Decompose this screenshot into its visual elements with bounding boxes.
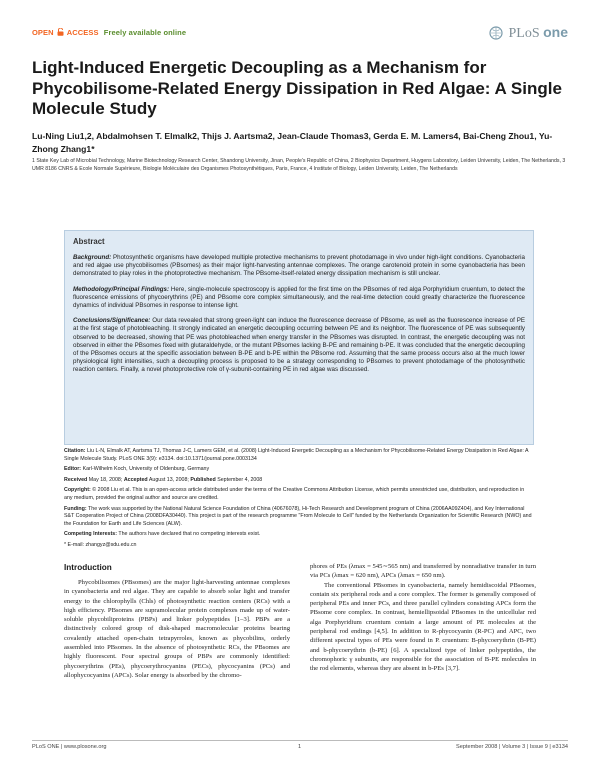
- funding-text: The work was supported by the National Natural Science Foundation of China (40676078), Hi-Tech Research and Development program of China (2006AA09Z404), and Key International S&T Cooperation Project of China (2008DFA30440). This project is part of the research programme "From Molecule to Cell" funded by the Netherlands Organization for Scientific Research (NWO) and the Foundation for Earth and Life Sciences (ALW).: [64, 505, 532, 527]
- freely-available-label: Freely available online: [103, 28, 187, 37]
- copyright-text: © 2008 Liu et al. This is an open-access article distributed under the terms of the Creative Commons Attribution License, which permits unrestricted use, distribution, and reproduction in any medium, provided the original author and source are credited.: [64, 487, 525, 501]
- page-footer: [32, 740, 568, 752]
- received-date: May 18, 2008;: [88, 476, 123, 483]
- abstract-box: [64, 230, 534, 445]
- editor: [64, 466, 534, 474]
- open-access-badge: [32, 28, 186, 37]
- open-access-prefix: OPEN: [32, 28, 54, 37]
- abstract-conclusions: [73, 317, 525, 374]
- article-metadata: [64, 448, 534, 553]
- footer-issue: September 2008 | Volume 3 | Issue 9 | e3134: [456, 744, 568, 750]
- page-header: [32, 24, 568, 48]
- funding-label: Funding:: [64, 505, 87, 512]
- affiliations: 1 State Key Lab of Microbial Technology, Marine Biotechnology Research Center, Shandong University, Jinan, People's Republic of China, 2 Biophysics Department, Huygens Laboratory, Leiden University, Leiden, The Netherlands, 3 UMR 8186 CNRS & Ecole Normale Supérieure, Biologie Moléculaire des Organismes Photosynthétiques, Paris, France, 4 Institute of Biology, Leiden University, Leiden, The Netherlands: [32, 158, 566, 172]
- abstract-heading: Abstract: [73, 237, 105, 246]
- abstract-background: [73, 254, 525, 279]
- intro-continuation: phores of PEs (λmax = 545∼565 nm) and transferred by nonradiative transfer in turn via PCs (λmax = 620 nm), APCs (λmax = 650 nm).: [310, 563, 536, 580]
- accepted-date: August 13, 2008;: [148, 476, 189, 483]
- footer-journal: PLoS ONE | www.plosone.org: [32, 744, 107, 750]
- logo-plos: PLoS: [508, 26, 540, 41]
- logo-one: one: [543, 24, 568, 40]
- citation-label: Citation:: [64, 448, 86, 454]
- footer-page-number: 1: [298, 744, 302, 750]
- intro-paragraph-2: The conventional PBsomes in cyanobacteria, namely hemidiscoidal PBsomes, contain six peripheral rods and a core complex. The former is generally composed of peripheral PEs and inner PCs, and three parallel cylinders consisting APCs form the PBsome core complex. In contrast, hemiellipsoidal PBsomes in the unicellular red alga Porphyridium cruentum contain a large amount of PE molecules at the peripheral rod endings [4,5]. In addition to R-phycocyanin (R-PC) and APC, two different spectral types of PEs were found in P. cruentum: B-phycoerythrin (B-PE) and b-phycoerythrin (b-PE) [6]. A specialized type of linker polypeptides, the chromophoric γ subunits, are responsible for the association of B-PE molecules in the rod elements, whereas they are absent in b-PEs [3,7].: [310, 581, 536, 673]
- article-title: Light-Induced Energetic Decoupling as a Mechanism for Phycobilisome-Related Energy Dissipation in Red Algae: A Single Molecule Study: [32, 58, 562, 118]
- plos-one-logo: [489, 24, 568, 42]
- published-date: September 4, 2008: [217, 476, 263, 483]
- abstract-methods: [73, 286, 525, 311]
- conclusions-label: Conclusions/Significance:: [73, 317, 151, 325]
- competing-interests: [64, 531, 534, 539]
- plos-globe-icon: [489, 26, 503, 40]
- funding: [64, 506, 534, 529]
- competing-label: Competing Interests:: [64, 531, 117, 538]
- copyright: [64, 487, 534, 502]
- dates: [64, 477, 534, 485]
- background-label: Background:: [73, 254, 112, 261]
- intro-column-right: [310, 562, 536, 674]
- methods-text: Here, single-molecule spectroscopy is applied for the first time on the PBsomes of red alga Porphyridium cruentum, to detect the fluorescence emissions of phycoerythrins (PE) and PBsome core complex simultaneously, and the real-time detection could greatly characterize the fluorescence dynamics of individual PBsomes in response to intense light.: [73, 285, 525, 310]
- accepted-label: Accepted: [123, 476, 148, 483]
- author-list: Lu-Ning Liu1,2, Abdalmohsen T. Elmalk2, Thijs J. Aartsma2, Jean-Claude Thomas3, Gerda E. M. Lamers4, Bai-Cheng Zhou1, Yu-Zhong Zhang1*: [32, 131, 553, 154]
- methods-label: Methodology/Principal Findings:: [73, 285, 170, 293]
- background-text: Photosynthetic organisms have developed multiple protective mechanisms to prevent photodamage in vivo under high-light conditions. Cyanobacteria and red algae use phycobilisomes (PBsomes) as their major light-harvesting antennae complexes. The orange carotenoid protein in some cyanobacteria has been demonstrated to play roles in the photoprotective mechanism. The PBsome-itself-related energy dissipation mechanism is still unclear.: [73, 254, 525, 278]
- open-access-suffix: ACCESS: [66, 28, 99, 37]
- editor-label: Editor:: [64, 466, 82, 473]
- intro-column-left: [64, 578, 290, 680]
- introduction-heading: Introduction: [64, 563, 112, 572]
- competing-text: The authors have declared that no competing interests exist.: [118, 531, 261, 538]
- published-label: Published: [190, 476, 216, 483]
- copyright-label: Copyright:: [64, 487, 91, 494]
- received-label: Received: [64, 476, 88, 483]
- open-lock-icon: [57, 28, 64, 36]
- editor-text: Karl-Wilhelm Koch, University of Oldenburg, Germany: [82, 466, 210, 473]
- citation: [64, 448, 534, 463]
- conclusions-text: Our data revealed that strong green-light can induce the fluorescence decrease of PBsome, as well as the fluorescence increase of PE at the first stage of photobleaching. It strongly indicated an energetic decoupling occurring between PE and its neighbor. The fluorescence of PE was subsequently observed to be decreased, showing that PE was photobleached when energy transfer in the PBsomes was disrupted. In contrast, the energetic decoupling was not observed in either the PBsomes fixed with glutaraldehyde, or the mutant PBsomes lacking B-PE and remaining b-PE. It was concluded that the energetic decoupling of the PBsomes occurs at the specific association between B-PE and b-PE within the PBsome rod. Assuming that the same process occurs also at the much lower physiological light intensities, such a decoupling process is proposed to be a strategy corresponding to PBsomes to prevent photodamage of the photosynthetic reaction centers. Finally, a novel photoprotective role of γ-subunit-containing PE in red algae was discussed.: [73, 317, 525, 374]
- intro-paragraph: Phycobilisomes (PBsomes) are the major light-harvesting antennae complexes in cyanobacteria and red algae. They are capable to absorb solar light and transfer energy to the chlorophylls (Chls) of photosynthetic reaction centers (RCs) with a high efficiency. PBsomes are supramolecular protein complexes made up of water-soluble phycobiliproteins (PBPs) and linker polypeptides [1–3]. PBPs are a distinctively colored group of disk-shaped macromolecular proteins bearing covalently attached open-chain tetrapyrroles, known as phycobilins, orderly assembled into PBsomes. In the absence of photosynthetic RCs, the PBsomes are highly fluorescent. Four spectral groups of PBPs are commonly identified: phycoerythrins (PEs), phycoerythrocyanins (PECs), phycocyanins (PCs) and allophycocyanins (APCs). Solar energy is absorbed by the chromo-: [64, 579, 290, 679]
- citation-text: Liu L-N, Elmalk AT, Aartsma TJ, Thomas J-C, Lamers GEM, et al. (2008) Light-Induced Energetic Decoupling as a Mechanism for Phycobilisome-Related Energy Dissipation in Red Algae: A Single Molecule Study. PLoS ONE 3(9): e3134. doi:10.1371/journal.pone.0003134: [64, 448, 529, 462]
- corresponding-email[interactable]: * E-mail: zhangyz@sdu.edu.cn: [64, 541, 137, 548]
